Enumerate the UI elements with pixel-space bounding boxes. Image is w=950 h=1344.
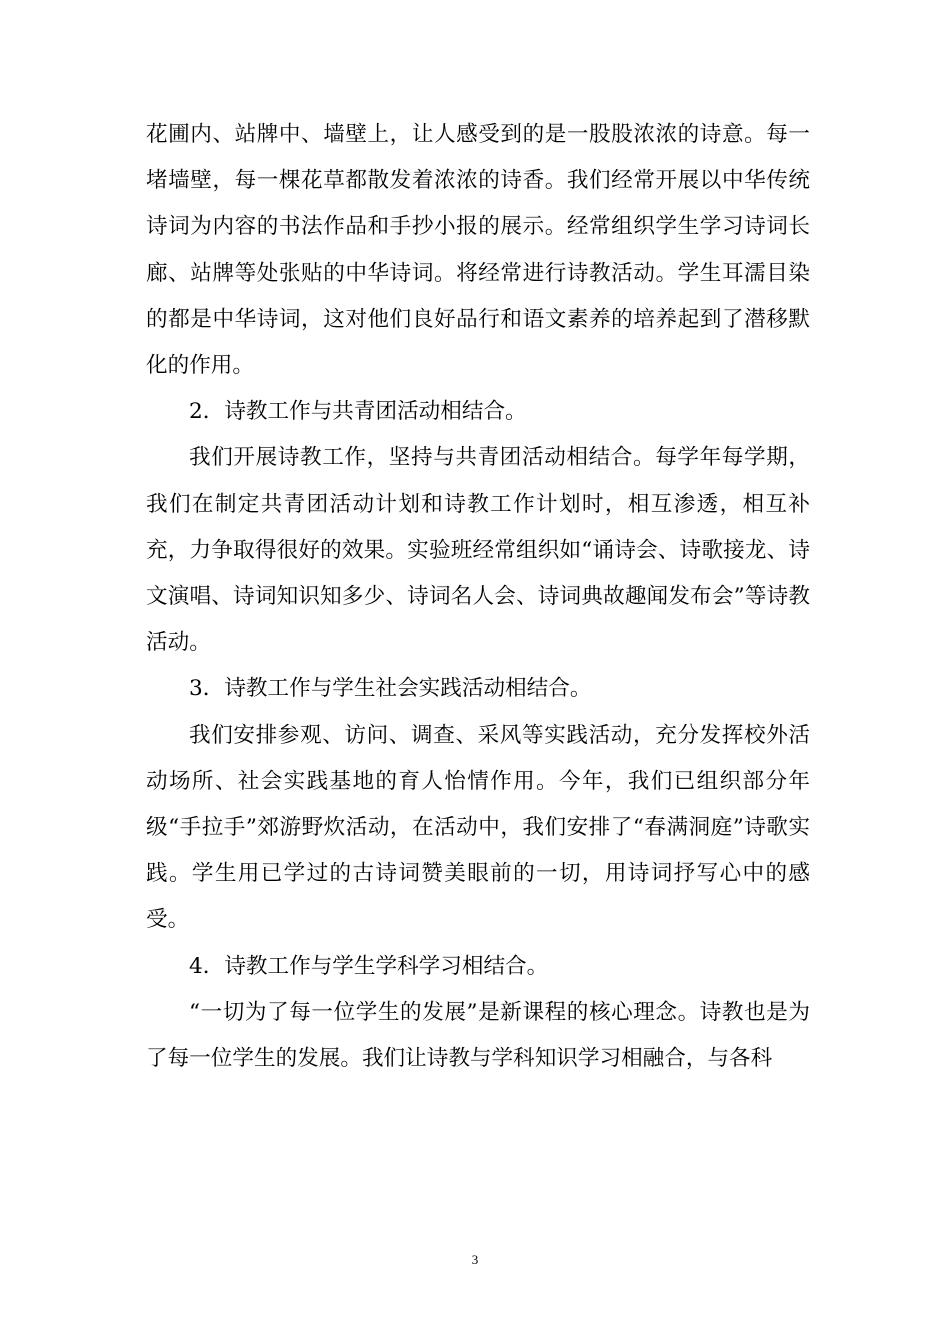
section-heading-3: 3．诗教工作与学生社会实践活动相结合。 [189,676,592,702]
paragraph-continuation: 花圃内、站牌中、墙壁上，让人感受到的是一股股浓浓的诗意。每一堵墙壁，每一棵花草都散发着浓浓的诗香。我们经常开展以中华传统诗词为内容的书法作品和手抄小报的展示。经常组织学生学习诗词长廊、站牌等处张贴的中华诗词。将经常进行诗教活动。学生耳濡目染的都是中华诗词，这对他们良好品行和语文素养的培养起到了潜移默化的作用。 [146,122,810,379]
section-heading-4: 4．诗教工作与学生学科学习相结合。 [189,953,549,979]
section-heading-2: 2．诗教工作与共青团活动相结合。 [189,399,527,425]
paragraph-youth-league: 我们开展诗教工作，坚持与共青团活动相结合。每学年每学期，我们在制定共青团活动计划和诗教工作计划时，相互渗透，相互补充，力争取得很好的效果。实验班经常组织如“诵诗会、诗歌接龙、诗文演唱、诗词知识知多少、诗词名人会、诗词典故趣闻发布会”等诗教活动。 [146,445,810,656]
document-body [146,112,810,1082]
paragraph-social-practice: 我们安排参观、访问、调查、采风等实践活动，充分发挥校外活动场所、社会实践基地的育人怡情作用。今年，我们已组织部分年级“手拉手”郊游野炊活动，在活动中，我们安排了“春满洞庭”诗歌实践。学生用已学过的古诗词赞美眼前的一切，用诗词抒写心中的感受。 [146,722,810,933]
page-number: 3 [471,1252,479,1267]
paragraph-subject-learning: “一切为了每一位学生的发展”是新课程的核心理念。诗教也是为了每一位学生的发展。我们让诗教与学科知识学习相融合，与各科 [146,999,810,1072]
